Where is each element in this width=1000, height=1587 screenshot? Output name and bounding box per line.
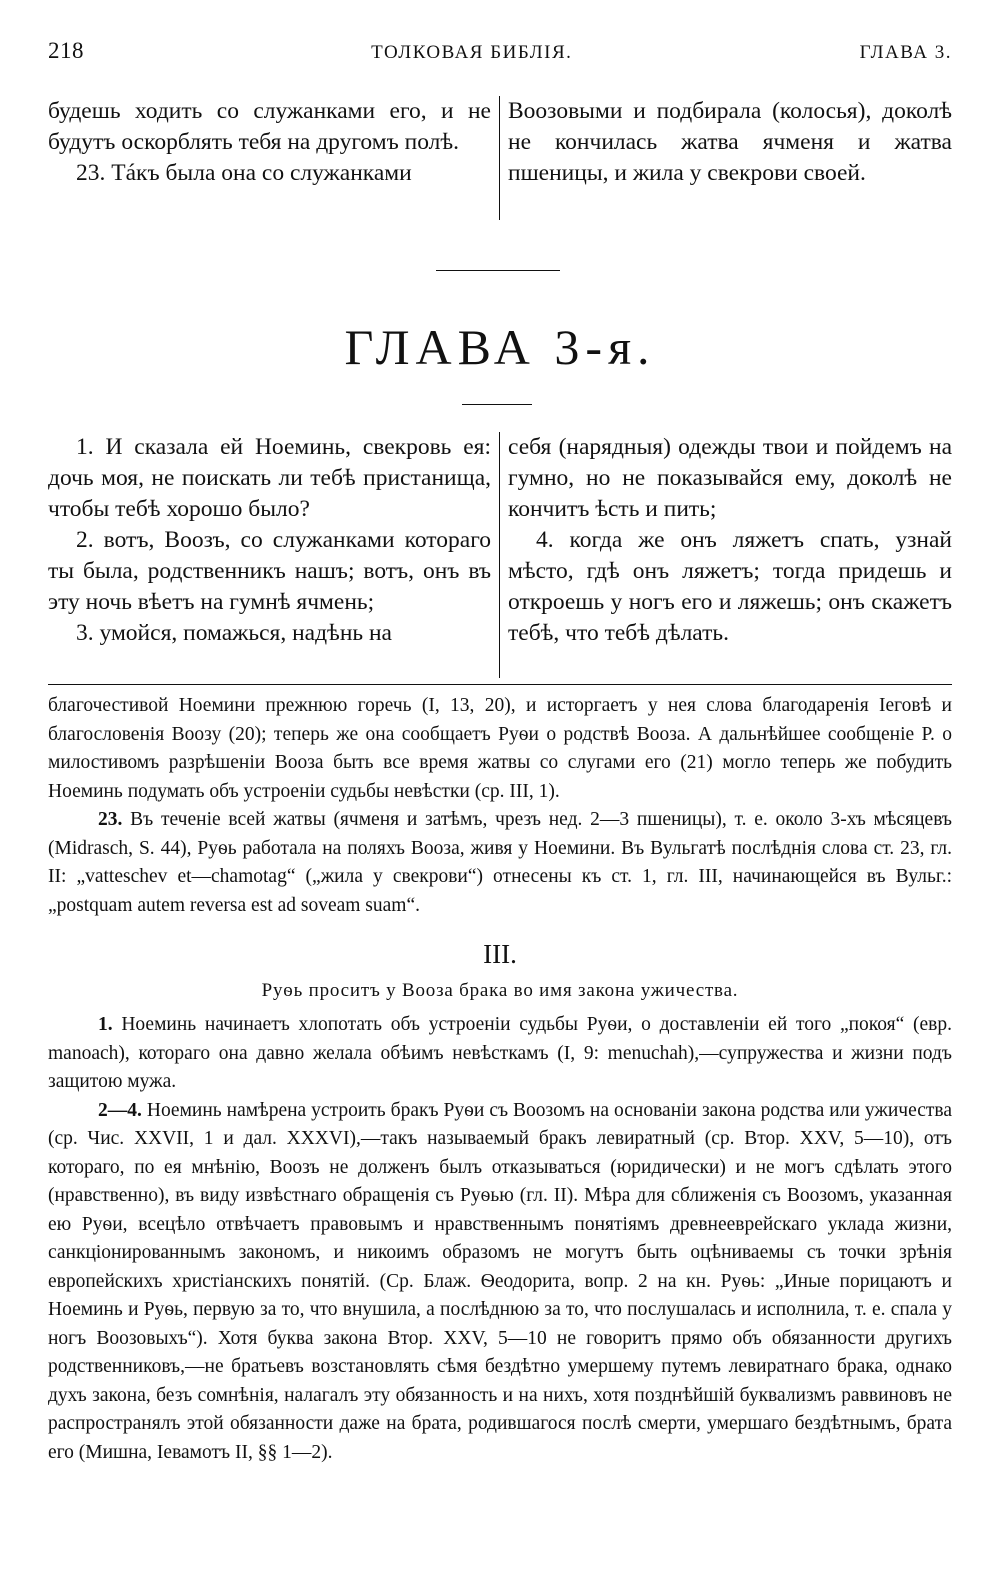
book-title: ТОЛКОВАЯ БИБЛІЯ. bbox=[371, 42, 573, 63]
commentary-paragraph: благочестивой Ноемини прежнюю горечь (I, 13, 20), и исторгаетъ у нея слова благодаренія Іеговѣ и благословенія Воозу (20); теперь же она сообщаетъ Руѳи о родствѣ Вооза. А дальнѣйшее сообщеніе Р. о милостивомъ разрѣшеніи Вооза быть все время жатвы со слугами его (21) могло теперь же побудить Ноеминь подумать объ устроеніи судьбы невѣстки (ср. III, 1). bbox=[48, 695, 952, 802]
commentary-divider bbox=[48, 684, 952, 685]
verse-text: будешь ходить со служанками его, и не будутъ оскорблять тебя на другомъ полѣ. bbox=[48, 98, 491, 155]
left-column bbox=[48, 96, 500, 220]
chapter-label: ГЛАВА 3. bbox=[859, 42, 952, 63]
right-column bbox=[500, 96, 952, 220]
verse-text: Воозовыми и подбирала (колосья), доколѣ не кончилась жатва ячменя и жатва пшеницы, и жила у свекрови своей. bbox=[508, 98, 952, 186]
commentary bbox=[48, 692, 952, 1467]
chapter-title: ГЛАВА 3-я. bbox=[344, 319, 656, 375]
right-column bbox=[500, 432, 952, 678]
verse-text: себя (нарядныя) одежды твои и пойдемъ на гумно, но не показывайся ему, доколѣ не кончитъ ѣсть и пить; bbox=[508, 434, 952, 522]
verse-text: 4. когда же онъ ляжетъ спать, узнай мѣсто, гдѣ онъ ляжетъ; тогда придешь и откроешь у ногъ его и ляжешь; онъ скажетъ тебѣ, что тебѣ дѣлать. bbox=[508, 527, 952, 646]
section-heading: Руѳь проситъ у Вооза брака во имя закона ужичества. bbox=[261, 979, 739, 1001]
page-number: 218 bbox=[48, 38, 84, 63]
continued-verse-block bbox=[48, 96, 952, 220]
divider-rule bbox=[462, 404, 532, 405]
chapter-verses bbox=[48, 432, 952, 678]
commentary-text: Ноеминь намѣрена устроить бракъ Руѳи съ Воозомъ на основаніи закона родства или ужичества (ср. Чис. XXVII, 1 и дал. XXXVI),—такъ называемый бракъ левиратный (ср. Втор. XXV, 5—10), отъ котораго, по ея мнѣнію, Воозъ не долженъ былъ отказываться (юридически) и не могъ сдѣлать этого (нравственно), въ виду извѣстнаго обращенія съ Руѳью (гл. II). Мѣра для сближенія съ Воозомъ, указанная ею Руѳи, всецѣло отвѣчаетъ правовымъ и нравственнымъ понятіямъ древнееврейскаго уклада жизни, санкціонированнымъ закономъ, и никоимъ образомъ не могутъ быть оцѣниваемы съ точки зрѣнія европейскихъ христіанскихъ понятій. (Ср. Блаж. Ѳеодорита, вопр. 2 на кн. Руѳь: „Иные порицаютъ и Ноеминь и Руѳь, первую за то, что внушила, а послѣднюю за то, что послушалась и исполнила, т. е. спала у ногъ Воозовыхъ“). Хотя буква закона Втор. XXV, 5—10 не говоритъ прямо объ обязанности другихъ родственниковъ,—не братьевъ возстановлять сѣмя бездѣтно умершему путемъ левиратнаго брака, однако духъ закона, безъ сомнѣнія, налагалъ эту обязанность и на нихъ, хотя позднѣйшій буквализмъ раввиновъ не распространялъ этой обязанности даже на брата, родившагося послѣ смерти, умершаго бездѣтнымъ, брата его (Мишна, Іевамотъ II, §§ 1—2). bbox=[48, 1099, 952, 1463]
verse-text: 2. вотъ, Воозъ, со служанками котораго ты была, родственникъ нашъ; вотъ, онъ въ эту ночь вѣетъ на гумнѣ ячмень; bbox=[48, 527, 491, 615]
verse-text: 3. умойся, помажься, надѣнь на bbox=[76, 620, 392, 646]
divider-rule bbox=[436, 270, 560, 271]
commentary-text: Въ теченіе всей жатвы (ячменя и затѣмъ, чрезъ нед. 2—3 пшеницы), т. е. около 3-хъ мѣсяцевъ (Midrasch, S. 44), Руѳь работала на поляхъ Вооза, живя у Ноемини. Въ Вульгатѣ послѣднія слова ст. 23, гл. II: „vatteschev et—chamotag“ („жила у свекрови“) отнесены къ ст. 1, гл. III, начинающейся въ Вульг.: „postquam autem reversa est ad soveam suam“. bbox=[48, 809, 952, 916]
verse-ref: 2—4. bbox=[98, 1099, 142, 1121]
commentary-paragraph bbox=[48, 1011, 952, 1097]
commentary-paragraph bbox=[48, 806, 952, 920]
section-number: III. bbox=[483, 939, 517, 969]
verse-ref: 23. bbox=[98, 809, 123, 830]
running-head bbox=[48, 38, 952, 64]
verse-text: 1. И сказала ей Ноеминь, свекровь ея: дочь моя, не поискать ли тебѣ пристанища, чтобы тебѣ хорошо было? bbox=[48, 434, 491, 522]
commentary-text: Ноеминь начинаетъ хлопотать объ устроеніи судьбы Руѳи, о доставленіи ей того „покоя“ (евр. manoach), котораго она давно желала обѣимъ невѣсткамъ (I, 9: menuchah),—супружества и жизни подъ защитою мужа. bbox=[48, 1014, 952, 1092]
left-column bbox=[48, 432, 500, 678]
verse-text: 23. Тáкъ была она со служанками bbox=[76, 160, 412, 186]
commentary-paragraph bbox=[48, 1097, 952, 1468]
verse-ref: 1. bbox=[98, 1014, 113, 1035]
